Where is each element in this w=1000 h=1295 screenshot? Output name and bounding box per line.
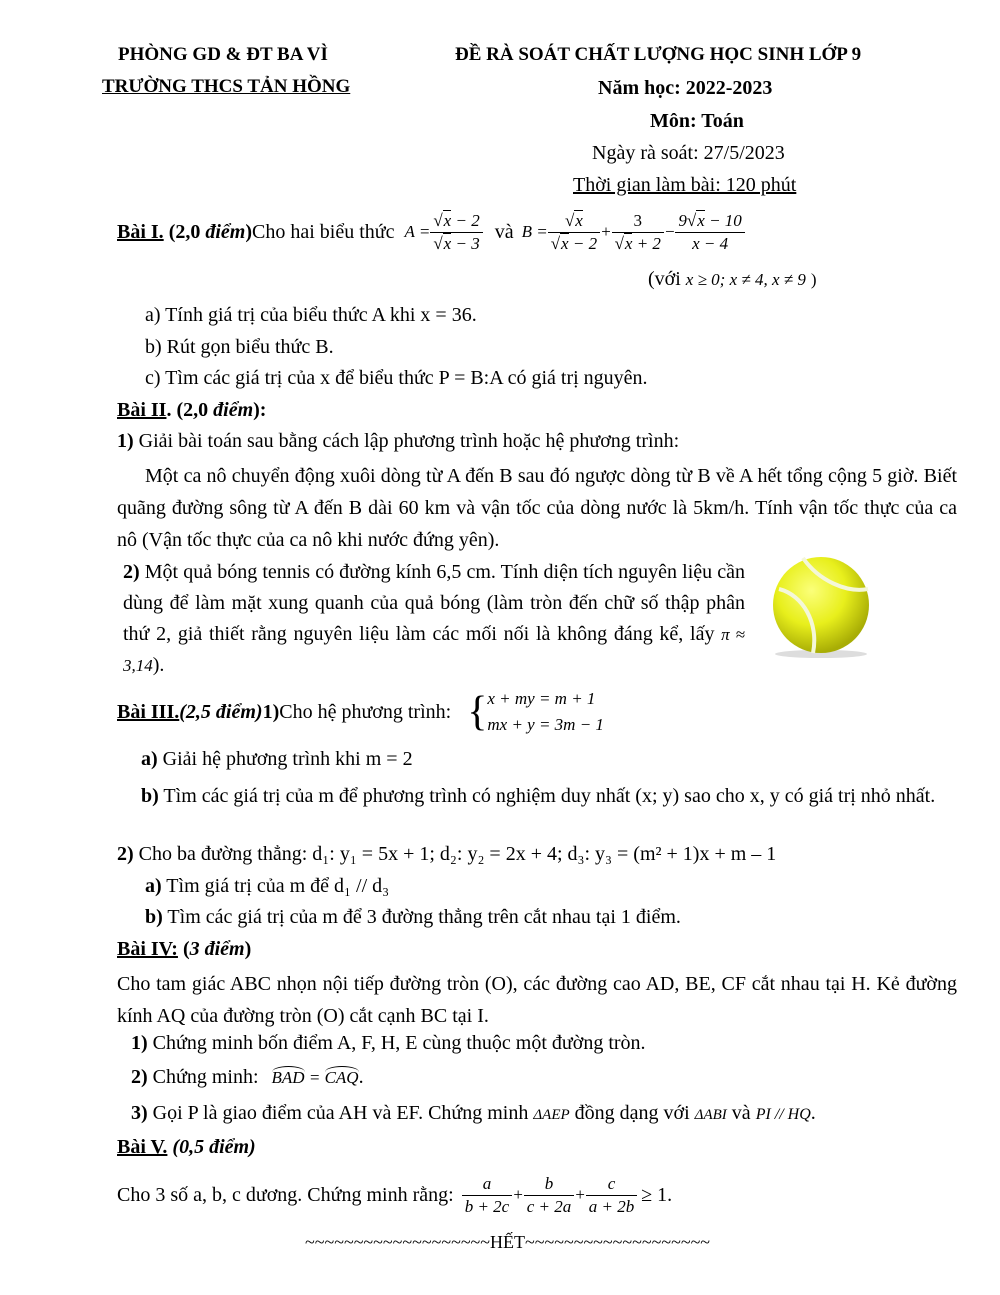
bai4-q2: 2) Chứng minh: BAD = CAQ. xyxy=(131,1066,364,1088)
exam-duration: Thời gian làm bài: 120 phút xyxy=(573,174,797,196)
end-marker: ~~~~~~~~~~~~~~~~~~~HẾT~~~~~~~~~~~~~~~~~~~ xyxy=(305,1232,711,1252)
bai1-a: a) Tính giá trị của biểu thức A khi x = 36. xyxy=(145,304,477,326)
subject: Môn: Toán xyxy=(650,110,744,132)
school-year: Năm học: 2022-2023 xyxy=(598,77,773,99)
bai2-heading: Bài II xyxy=(117,399,167,421)
bai4-points: (3 điểm) xyxy=(177,938,252,960)
bai1-c: c) Tìm các giá trị của x để biểu thức P = B:A có giá trị nguyên. xyxy=(145,367,648,389)
ineq-frac1: $\frac{a}{b + 2c}$ xyxy=(462,1173,513,1218)
bai3-q2a: a) Tìm giá trị của m để d₁ // d₃ xyxy=(145,875,390,897)
bai1-points: (2,0 điểm) xyxy=(168,220,253,243)
expr-a: A = xyxy=(404,222,431,241)
bai2-heading-line xyxy=(117,399,266,422)
bai2-points: . (2,0 điểm): xyxy=(166,399,267,421)
bai5-points: (0,5 điểm) xyxy=(167,1136,256,1158)
bai1-line: Bài I. (2,0 điểm) Cho hai biểu thức A = $\frac{√x - 2}{√x - 3}$ và B = $\frac{√x}{√x - 2}$ + $\frac{3}{√x + 2}$ − $\frac{9√x - 10}{x - 4}$ xyxy=(117,204,745,260)
bai4-q3: 3) Gọi P là giao điểm của AH và EF. Chứng minh ΔAEP đồng dạng với ΔABI và PI // HQ. xyxy=(131,1102,816,1124)
system-brace: { xyxy=(467,689,488,735)
bai5-line: Cho 3 số a, b, c dương. Chứng minh rằng: $\frac{a}{b + 2c}$ + $\frac{b}{c + 2a}$ + $\frac{c}{a + 2b}$ ≥ 1. xyxy=(117,1173,673,1216)
bai1-condition: (với x ≥ 0; x ≠ 4, x ≠ 9 ) xyxy=(648,268,817,290)
expr-b: B = xyxy=(521,222,548,241)
exam-title: ĐỀ RÀ SOÁT CHẤT LƯỢNG HỌC SINH LỚP 9 xyxy=(455,44,862,65)
bai5-heading: Bài V. xyxy=(117,1136,168,1158)
system-eq2: mx + y = 3m − 1 xyxy=(487,715,604,734)
bai1-and: và xyxy=(494,220,514,243)
angle-caq: CAQ xyxy=(324,1068,359,1087)
bai2-q1-title: 1) Giải bài toán sau bằng cách lập phương trình hoặc hệ phương trình: xyxy=(117,430,680,452)
ineq-frac3: $\frac{c}{a + 2b}$ xyxy=(586,1173,637,1218)
system-eq1: x + my = m + 1 xyxy=(487,689,596,708)
bai2-q1-text: Một ca nô chuyển động xuôi dòng từ A đến B sau đó ngược dòng từ B về A hết tổng cộng 5 giờ. Biết quãng đường sông từ A đến B dài 60 km và vận tốc của dòng nước là 5km/h. Tính vận tốc thực của ca nô (Vận tốc thực của ca nô khi nước đứng yên). xyxy=(117,465,957,551)
ineq-rhs: ≥ 1. xyxy=(641,1183,673,1206)
tennis-ball-image xyxy=(763,553,879,659)
bai1-heading: Bài I. xyxy=(117,220,164,243)
angle-bad: BAD xyxy=(271,1068,305,1087)
dept-name: PHÒNG GD & ĐT BA VÌ xyxy=(118,44,328,65)
bai1-intro: Cho hai biểu thức xyxy=(252,220,395,243)
bai4-q1: 1) Chứng minh bốn điểm A, F, H, E cùng thuộc một đường tròn. xyxy=(131,1032,646,1054)
bai3-points: (2,5 điểm) xyxy=(179,700,263,723)
bai3-q2: 2) Cho ba đường thẳng: d₁: y₁ = 5x + 1; d₂: y₂ = 2x + 4; d₃: y₃ = (m² + 1)x + m – 1 xyxy=(117,843,777,865)
expr-b-frac3: $\frac{9√x - 10}{x - 4}$ xyxy=(675,210,744,255)
bai3-heading: Bài III. xyxy=(117,700,180,723)
ineq-frac2: $\frac{b}{c + 2a}$ xyxy=(524,1173,575,1218)
school-name: TRƯỜNG THCS TẢN HỒNG xyxy=(102,76,351,97)
bai4-heading-line xyxy=(117,938,251,961)
bai3-q2b: b) Tìm các giá trị của m để 3 đường thẳng trên cắt nhau tại 1 điểm. xyxy=(145,906,681,928)
bai4-heading: Bài IV: xyxy=(117,938,178,960)
expr-a-frac: $\frac{√x - 2}{√x - 3}$ xyxy=(430,210,482,255)
expr-b-frac2: $\frac{3}{√x + 2}$ xyxy=(612,210,664,255)
bai3-b: b) Tìm các giá trị của m để phương trình có nghiệm duy nhất (x; y) sao cho x, y có giá trị nhỏ nhất. xyxy=(141,785,936,807)
bai2-q2-block: 2) Một quả bóng tennis có đường kính 6,5 cm. Tính diện tích nguyên liệu cần dùng để làm mặt xung quanh của quả bóng (làm tròn đến chữ số thập phân thứ 2, giả thiết rằng nguyên liệu làm các mối nối là không đáng kể, lấy π ≈ 3,14). xyxy=(123,561,745,676)
bai3-heading-line: Bài III. (2,5 điểm) 1) Cho hệ phương trình: { x + my = m + 1 mx + y = 3m − 1 xyxy=(117,684,604,740)
expr-b-frac1: $\frac{√x}{√x - 2}$ xyxy=(548,210,600,255)
bai3-a: a) Giải hệ phương trình khi m = 2 xyxy=(141,748,413,770)
bai1-b: b) Rút gọn biểu thức B. xyxy=(145,336,334,358)
exam-date: Ngày rà soát: 27/5/2023 xyxy=(592,142,785,164)
bai4-intro: Cho tam giác ABC nhọn nội tiếp đường tròn (O), các đường cao AD, BE, CF cắt nhau tại H. Kẻ đường kính AQ của đường tròn (O) cắt cạnh BC tại I. xyxy=(117,973,957,1027)
bai5-heading-line xyxy=(117,1136,256,1159)
